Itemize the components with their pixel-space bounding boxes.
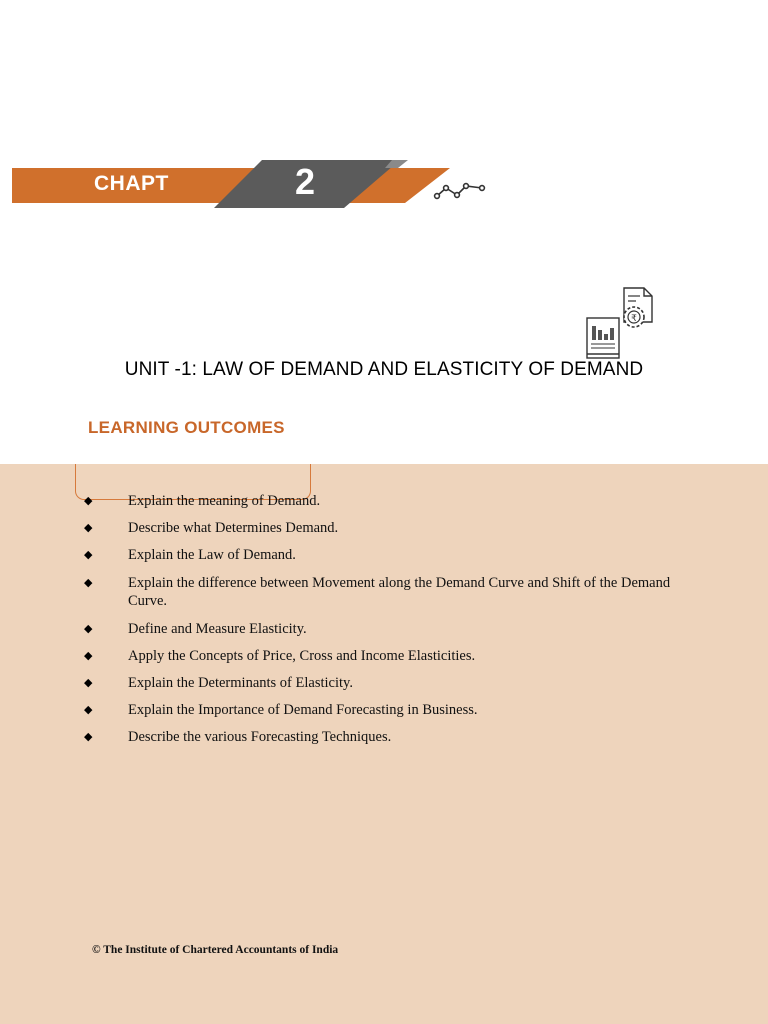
diamond-bullet-icon: ◆ (84, 495, 93, 507)
list-item-text: Explain the Law of Demand. (128, 547, 296, 564)
list-item (84, 620, 684, 639)
diamond-bullet-icon: ◆ (84, 522, 93, 535)
list-item-text: Describe the various Forecasting Techniques. (128, 729, 392, 746)
list-item (84, 574, 684, 612)
list-item-text: Explain the difference between Movement along the Demand Curve and Shift of the Demand Curve. (128, 574, 671, 610)
chapter-number: 2 (294, 161, 316, 202)
list-item (84, 546, 684, 565)
learning-outcomes-list (84, 492, 684, 755)
list-item (84, 674, 684, 693)
list-item (84, 701, 684, 720)
list-item (84, 492, 684, 511)
diamond-bullet-icon: ◆ (84, 549, 93, 562)
unit-title: UNIT -1: LAW OF DEMAND AND ELASTICITY OF DEMAND (124, 359, 644, 380)
rupee-gear-icon (624, 307, 644, 327)
list-item-text: Explain the Determinants of Elasticity. (128, 674, 353, 691)
list-item-text: Explain the meaning of Demand. (128, 493, 321, 509)
list-item-text: Describe what Determines Demand. (128, 520, 339, 537)
diamond-bullet-icon: ◆ (84, 704, 93, 717)
list-item-text: Explain the Importance of Demand Forecasting in Business. (128, 702, 478, 719)
report-chart-icon (584, 284, 656, 364)
list-item-text: Apply the Concepts of Price, Cross and Income Elasticities. (128, 647, 476, 664)
list-item (84, 519, 684, 538)
list-item (84, 647, 684, 666)
diamond-bullet-icon: ◆ (84, 576, 93, 589)
trend-line-icon (435, 184, 485, 199)
diamond-bullet-icon: ◆ (84, 731, 93, 744)
chapter-label: CHAPT (94, 173, 169, 195)
copyright-footer: © The Institute of Chartered Accountants of India (92, 944, 339, 956)
learning-outcomes-heading: LEARNING OUTCOMES (88, 418, 285, 437)
list-item-text: Define and Measure Elasticity. (128, 620, 307, 637)
diamond-bullet-icon: ◆ (84, 676, 93, 689)
diamond-bullet-icon: ◆ (84, 622, 93, 635)
diamond-bullet-icon: ◆ (84, 649, 93, 662)
list-item (84, 728, 684, 747)
svg-text:₹: ₹ (631, 314, 637, 324)
